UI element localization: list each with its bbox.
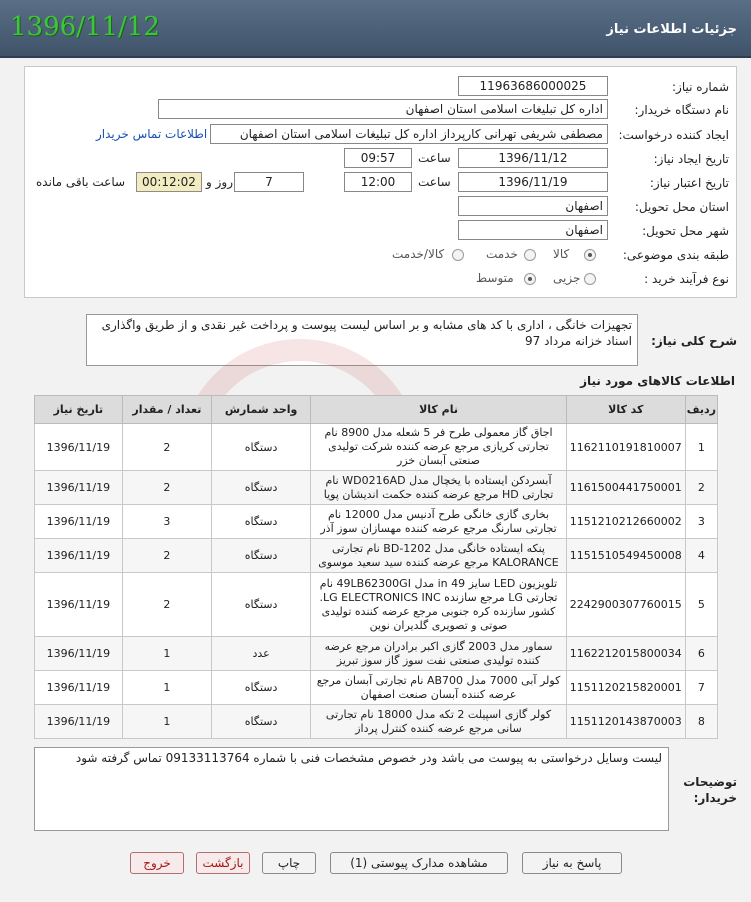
items-table <box>34 395 718 739</box>
table-row <box>35 671 718 705</box>
created-date-field[interactable]: 1396/11/12 <box>458 148 608 168</box>
items-section-title: اطلاعات کالاهای مورد نیاز <box>580 374 735 388</box>
need-date-cell: 1396/11/19 <box>35 505 123 539</box>
unit-cell: دستگاه <box>211 671 310 705</box>
column-header-code: کد کالا <box>566 396 685 424</box>
need-date-cell: 1396/11/19 <box>35 471 123 505</box>
column-header-name: نام کالا <box>311 396 567 424</box>
table-row <box>35 539 718 573</box>
column-header-qty: تعداد / مقدار <box>122 396 211 424</box>
date-stamp: 1396/11/12 <box>10 12 160 42</box>
quantity-cell: 1 <box>122 705 211 739</box>
item-code-cell: 2242900307760015 <box>566 573 685 637</box>
need-number-label: شماره نیاز: <box>672 80 729 94</box>
view-attachments-button[interactable]: مشاهده مدارک پیوستی (1) <box>330 852 508 874</box>
row-number-cell: 3 <box>685 505 717 539</box>
item-name-cell: کولر آبی 7000 مدل AB700 نام تجارتی آبسان مرجع عرضه کننده آبسان صنعت اصفهان <box>311 671 567 705</box>
item-name-cell: اجاق گاز معمولی طرح فر 5 شعله مدل 8900 نام تجارتی کریازی مرجع عرضه کننده شرکت تولیدی صنعتی آبسان خزر <box>311 424 567 471</box>
created-date-label: تاریخ ایجاد نیاز: <box>653 152 729 166</box>
category-label: طبقه بندی موضوعی: <box>622 248 729 262</box>
process-radio-minor[interactable] <box>584 273 596 285</box>
category-radio-service[interactable] <box>524 249 536 261</box>
need-date-cell: 1396/11/19 <box>35 705 123 739</box>
day-and-label: روز و <box>206 175 233 189</box>
quantity-cell: 2 <box>122 471 211 505</box>
item-name-cell: کولر گازی اسپیلت 2 تکه مدل 18000 نام تجارتی سانی مرجع عرضه کننده کنترل پرداز <box>311 705 567 739</box>
unit-cell: دستگاه <box>211 573 310 637</box>
need-date-cell: 1396/11/19 <box>35 637 123 671</box>
column-header-date: تاریخ نیاز <box>35 396 123 424</box>
province-field[interactable]: اصفهان <box>458 196 608 216</box>
remaining-label: ساعت باقی مانده <box>36 175 126 189</box>
category-option-goods-service: کالا/خدمت <box>392 247 445 261</box>
days-field[interactable]: 7 <box>234 172 304 192</box>
unit-cell: دستگاه <box>211 424 310 471</box>
item-name-cell: پنکه ایستاده خانگی مدل BD-1202 نام تجارتی KALORANCE مرجع عرضه کننده سید سعید موسوی <box>311 539 567 573</box>
requester-label: ایجاد کننده درخواست: <box>618 128 729 142</box>
exit-button[interactable]: خروج <box>130 852 184 874</box>
row-number-cell: 8 <box>685 705 717 739</box>
item-name-cell: آبسردکن ایستاده با یخچال مدل WD0216AD نام تجارتی HD مرجع عرضه کننده حکمت اندیشان پویا <box>311 471 567 505</box>
unit-cell: دستگاه <box>211 539 310 573</box>
category-option-goods: کالا <box>553 247 570 261</box>
item-name-cell: بخاری گازی خانگی طرح آدنیس مدل 12000 نام تجارتی سارنگ مرجع عرضه کننده مهسازان سوز آذر <box>311 505 567 539</box>
column-header-row: ردیف <box>685 396 717 424</box>
buyer-notes-label: توضیحات خریدار: <box>683 775 737 805</box>
process-option-medium: متوسط <box>476 271 514 285</box>
table-row <box>35 471 718 505</box>
need-date-cell: 1396/11/19 <box>35 539 123 573</box>
item-code-cell: 1151120215820001 <box>566 671 685 705</box>
remaining-time-field: 00:12:02 <box>136 172 202 192</box>
row-number-cell: 1 <box>685 424 717 471</box>
buyer-notes-textarea[interactable]: لیست وسایل درخواستی به پیوست می باشد ودر خصوص مشخصات فنی با شماره 09133113764 تماس گرفته شود <box>34 747 669 831</box>
need-date-cell: 1396/11/19 <box>35 671 123 705</box>
item-code-cell: 1161500441750001 <box>566 471 685 505</box>
quantity-cell: 2 <box>122 424 211 471</box>
table-row <box>35 573 718 637</box>
row-number-cell: 2 <box>685 471 717 505</box>
category-radio-goods-service[interactable] <box>452 249 464 261</box>
city-label: شهر محل تحویل: <box>642 224 729 238</box>
province-label: استان محل تحویل: <box>634 200 729 214</box>
table-row <box>35 705 718 739</box>
table-row <box>35 424 718 471</box>
valid-date-label: تاریخ اعتبار نیاز: <box>649 176 729 190</box>
table-row <box>35 505 718 539</box>
process-radio-medium[interactable] <box>524 273 536 285</box>
row-number-cell: 5 <box>685 573 717 637</box>
city-field[interactable]: اصفهان <box>458 220 608 240</box>
item-name-cell: سماور مدل 2003 گازی اکبر برادران مرجع عرضه کننده تولیدی صنعتی نفت سوز گاز سوز تبریز <box>311 637 567 671</box>
title-bar <box>0 0 751 58</box>
quantity-cell: 2 <box>122 539 211 573</box>
item-code-cell: 1162110191810007 <box>566 424 685 471</box>
item-code-cell: 1151210212660002 <box>566 505 685 539</box>
row-number-cell: 6 <box>685 637 717 671</box>
unit-cell: دستگاه <box>211 505 310 539</box>
item-code-cell: 1151510549450008 <box>566 539 685 573</box>
category-radio-goods[interactable] <box>584 249 596 261</box>
valid-time-label: ساعت <box>418 175 451 189</box>
description-label: شرح کلی نیاز: <box>651 334 737 348</box>
item-code-cell: 1151120143870003 <box>566 705 685 739</box>
buyer-label: نام دستگاه خریدار: <box>634 103 729 117</box>
page-title: جزئیات اطلاعات نیاز <box>606 22 737 37</box>
created-time-field[interactable]: 09:57 <box>344 148 412 168</box>
row-number-cell: 4 <box>685 539 717 573</box>
unit-cell: عدد <box>211 637 310 671</box>
description-textarea[interactable]: تجهیزات خانگی ، اداری با کد های مشابه و بر اساس لیست پیوست و پرداخت غیر نقدی و از طریق واگذاری اسناد خزانه مرداد 97 <box>86 314 638 366</box>
quantity-cell: 1 <box>122 637 211 671</box>
quantity-cell: 1 <box>122 671 211 705</box>
valid-date-field[interactable]: 1396/11/19 <box>458 172 608 192</box>
buyer-field[interactable]: اداره کل تبلیغات اسلامی استان اصفهان <box>158 99 608 119</box>
print-button[interactable]: چاپ <box>262 852 316 874</box>
need-number-field[interactable]: 11963686000025 <box>458 76 608 96</box>
quantity-cell: 2 <box>122 573 211 637</box>
unit-cell: دستگاه <box>211 705 310 739</box>
quantity-cell: 3 <box>122 505 211 539</box>
need-date-cell: 1396/11/19 <box>35 424 123 471</box>
need-date-cell: 1396/11/19 <box>35 573 123 637</box>
process-label: نوع فرآیند خرید : <box>644 272 729 286</box>
reply-button[interactable]: پاسخ به نیاز <box>522 852 622 874</box>
category-option-service: خدمت <box>486 247 518 261</box>
process-option-minor: جزیی <box>553 271 581 285</box>
valid-time-field[interactable]: 12:00 <box>344 172 412 192</box>
row-number-cell: 7 <box>685 671 717 705</box>
table-row <box>35 637 718 671</box>
items-header-row <box>35 396 718 424</box>
item-code-cell: 1162212015800034 <box>566 637 685 671</box>
column-header-unit: واحد شمارش <box>211 396 310 424</box>
created-time-label: ساعت <box>418 151 451 165</box>
back-button[interactable]: بازگشت <box>196 852 250 874</box>
contact-info-link[interactable]: اطلاعات تماس خریدار <box>96 127 208 141</box>
unit-cell: دستگاه <box>211 471 310 505</box>
requester-field[interactable]: مصطفی شریفی تهرانی کارپرداز اداره کل تبلیغات اسلامی استان اصفهان <box>210 124 608 144</box>
item-name-cell: تلویزیون LED سایز 49 in مدل 49LB62300GI نام تجارتی LG مرجع سازنده LG ELECTRONICS INC. کشور سازنده کره جنوبی مرجع عرضه کننده تولیدی صوتی و تصویری گلدیران نوین <box>311 573 567 637</box>
